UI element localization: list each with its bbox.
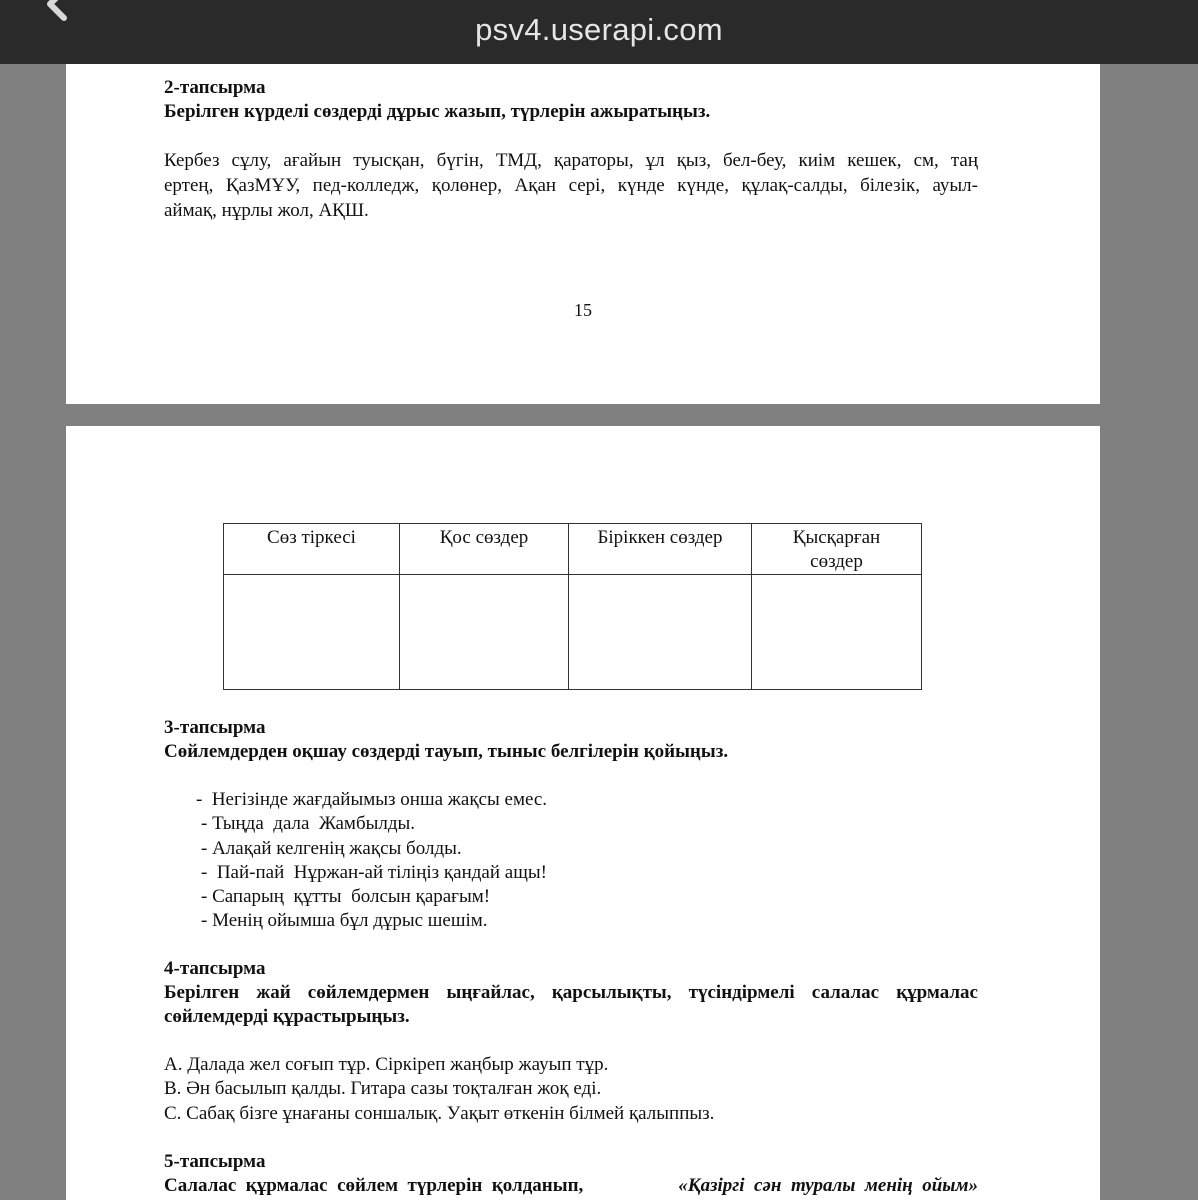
table-header-cell: Біріккен сөздер — [569, 524, 752, 575]
word-list-line: ертең, ҚазМҰУ, пед-колледж, қолөнер, Ақан сері, күнде күнде, құлақ-салды, білезік, ауыл- — [164, 175, 978, 196]
task5-instruction-italic: «Қазіргі сән туралы менің ойым» — [678, 1175, 978, 1196]
table-cell — [752, 575, 922, 690]
task3-heading: 3-тапсырма — [164, 717, 266, 738]
word-list-line: аймақ, нұрлы жол, АҚШ. — [164, 200, 369, 221]
list-item: - Тыңда дала Жамбылды. — [201, 813, 416, 835]
task3-instruction: Сөйлемдерден оқшау сөздерді тауып, тыныс белгілерін қойыңыз. — [164, 741, 729, 762]
document-page-15 — [66, 64, 1100, 404]
table-cell — [400, 575, 569, 690]
task3-sentence-list — [196, 788, 547, 934]
table-header-cell: Сөз тіркесі — [224, 524, 400, 575]
task5-instruction-text: Салалас құрмалас сөйлем түрлерін қолданып, — [164, 1175, 584, 1196]
list-item: - Менің ойымша бұл дұрыс шешім. — [201, 910, 488, 932]
list-item: C. Сабақ бізге ұнағаны соншалық. Уақыт өткенін білмей қалыппыз. — [164, 1102, 715, 1124]
table-cell — [569, 575, 752, 690]
instruction-line: сөйлемдерді құрастырыңыз. — [164, 1006, 410, 1027]
task2-word-list — [164, 148, 978, 223]
table-cell — [224, 575, 400, 690]
document-page-16 — [66, 426, 1100, 1200]
list-item: - Сапарың құтты болсын қарағым! — [201, 886, 491, 908]
list-item: - Негізінде жағдайымыз онша жақсы емес. — [196, 789, 548, 810]
task4-sentence-list — [164, 1053, 714, 1126]
task5-heading: 5-тапсырма — [164, 1151, 266, 1172]
task2-instruction: Берілген күрделі сөздерді дұрыс жазып, түрлерін ажыратыңыз. — [164, 101, 711, 122]
task5-instruction — [164, 1174, 978, 1198]
list-item: - Пай-пай Нұржан-ай тіліңіз қандай ащы! — [201, 861, 547, 883]
list-item: - Алақай келгенің жақсы болды. — [201, 837, 462, 859]
page-number: 15 — [574, 300, 592, 320]
url-label[interactable]: psv4.userapi.com — [475, 12, 723, 47]
table-header-row — [224, 524, 922, 575]
task4-heading: 4-тапсырма — [164, 958, 266, 979]
table-header-cell: Қысқарған сөздер — [752, 524, 922, 575]
list-item: B. Ән басылып қалды. Гитара сазы тоқталған жоқ еді. — [164, 1078, 602, 1100]
table-header-cell: Қос сөздер — [400, 524, 569, 575]
instruction-line: Берілген жай сөйлемдермен ыңғайлас, қарсылықты, түсіндірмелі салалас құрмалас — [164, 982, 978, 1003]
task4-instruction — [164, 981, 978, 1029]
table-row — [224, 575, 922, 690]
task2-heading: 2-тапсырма — [164, 77, 266, 98]
browser-top-bar — [0, 0, 1198, 64]
word-type-table — [223, 523, 922, 690]
list-item: A. Далада жел соғып тұр. Сіркіреп жаңбыр жауып тұр. — [164, 1054, 609, 1075]
word-list-line: Кербез сұлу, ағайын туысқан, бүгін, ТМД, қараторы, ұл қыз, бел-беу, киім кешек, см, таң — [164, 150, 978, 171]
